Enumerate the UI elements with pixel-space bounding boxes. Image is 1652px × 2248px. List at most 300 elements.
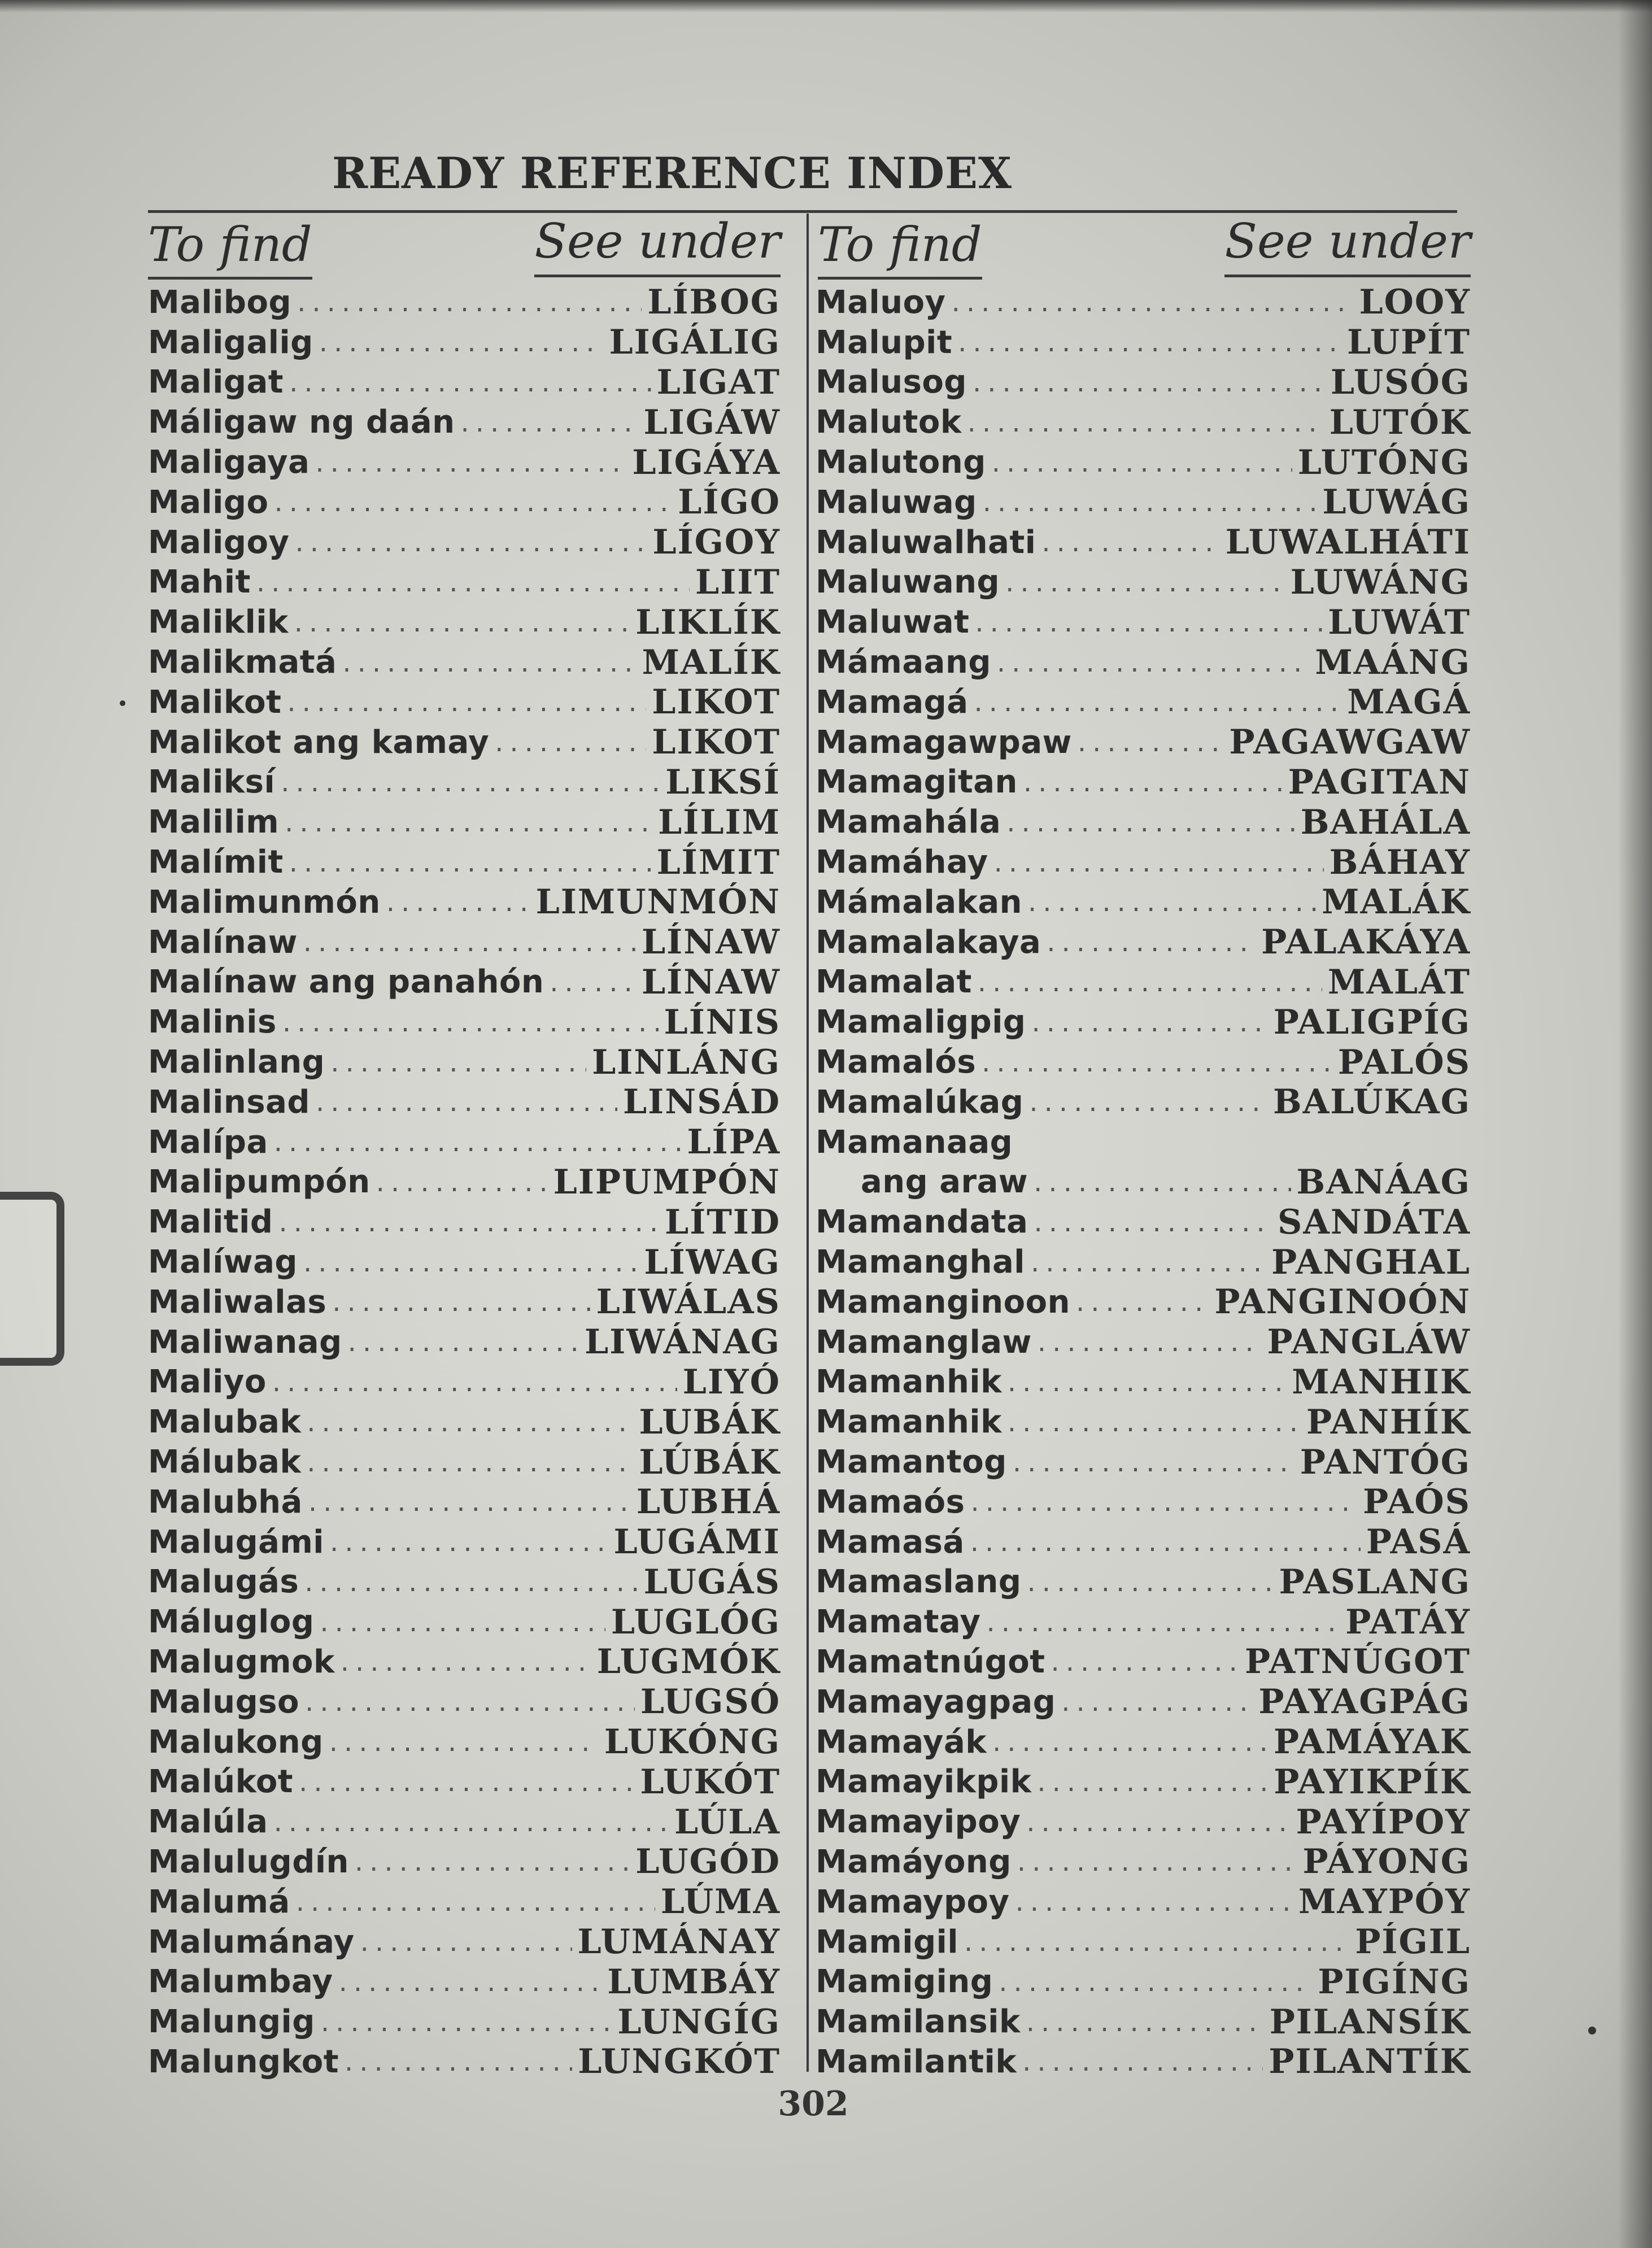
entry-word: Malukong [148,1723,324,1761]
index-entry [148,1122,781,1162]
index-entry [816,1682,1471,1722]
leader-dots [1026,2006,1264,2038]
leader-dots [1037,1766,1268,1798]
entry-reference: LOOY [1359,282,1471,323]
index-entry [816,642,1471,682]
page-title: READY REFERENCE INDEX [332,148,1012,198]
entry-word: Mamayipoy [816,1803,1021,1841]
entry-word: Maluwag [816,483,977,521]
index-column-right [816,214,1471,2082]
entry-reference: LUGÁS [643,1562,781,1602]
entry-reference: BAHÁLA [1300,802,1471,842]
entry-reference: PAGAWGAW [1229,722,1471,763]
entry-reference: PÍGIL [1355,1922,1471,1962]
entry-reference: LIGÁYA [632,442,781,482]
entry-word: Malikmatá [148,644,337,681]
entry-reference: MAÁNG [1315,642,1471,682]
index-entry [148,2002,781,2042]
leader-dots [329,1726,599,1758]
entry-reference: LÍBOG [647,282,781,323]
entry-reference: LIWÁLAS [596,1282,781,1322]
title-rule [148,210,1457,213]
entry-word: Malínaw [148,923,298,961]
entry-reference: PILANSÍK [1269,2002,1471,2042]
index-entry [816,1402,1471,1442]
index-entry [148,882,781,922]
index-entry [816,563,1471,603]
index-entry [816,482,1471,522]
leader-dots [1028,886,1316,918]
entry-word: Maligoy [148,524,290,561]
index-entry [816,842,1471,882]
entry-word: Malugámi [148,1523,324,1561]
entry-reference: MANHIK [1292,1362,1471,1402]
entry-word: Mamilantik [816,2043,1017,2080]
index-entry [148,1682,781,1722]
entry-word: Maligo [148,483,269,521]
leader-dots [376,1166,548,1198]
entry-word: Malibog [148,284,292,321]
leader-dots [316,1086,617,1118]
entry-reference: LUKÓT [640,1762,781,1802]
entry-reference: MAYPÓY [1298,1882,1471,1922]
index-entry [148,1442,781,1482]
entry-word: Mamilansik [816,2003,1021,2041]
leader-dots [952,286,1354,318]
entry-reference: LÍWAG [644,1242,781,1282]
index-entry [816,922,1471,962]
entry-word: Mamantog [816,1444,1007,1480]
entry-reference: LÍGOY [652,522,781,563]
index-entry [816,1442,1471,1482]
entry-word: Mamatnúgot [816,1643,1045,1680]
entry-word: Maliklik [148,604,289,641]
entry-word: Mamahála [816,804,1001,841]
entry-reference: PANTÓG [1300,1442,1471,1482]
entry-word: Malinis [148,1004,277,1041]
leader-dots [282,1007,659,1038]
entry-word: Malípa [148,1123,268,1161]
entry-word: Malungig [148,2003,315,2041]
leader-dots [964,1926,1349,1958]
leader-dots [1034,1166,1291,1198]
leader-dots [278,1206,659,1238]
index-entry [148,1522,781,1562]
index-entry [148,1922,781,1962]
entry-reference: LUNGKÓT [578,2042,781,2082]
entry-reference: BANÁAG [1296,1162,1471,1202]
entry-word: Mamanghal [816,1244,1025,1281]
entry-word: Mamagitan [816,764,1018,801]
leader-dots [297,286,642,318]
index-entry [148,2042,781,2082]
entry-reference: LUSÓG [1330,362,1471,402]
leader-dots [1034,1206,1272,1238]
index-entry [816,323,1471,363]
entry-reference: PAYIKPÍK [1274,1762,1471,1802]
page-number: 302 [778,2084,849,2124]
entry-reference: LÍGO [678,482,781,522]
leader-dots [967,407,1324,438]
entry-reference: LUKÓNG [604,1722,781,1762]
leader-dots [320,1606,605,1638]
index-entry [148,402,781,442]
entry-word: Mamáyong [816,1843,1012,1880]
leader-dots [958,326,1341,358]
index-entry [148,763,781,803]
entry-word: Malipumpón [148,1164,370,1201]
index-entry [816,1242,1471,1282]
leader-dots [295,526,647,558]
index-entry [148,1802,781,1842]
leader-dots [1029,1086,1267,1118]
index-entry [148,522,781,563]
entry-reference: BÁHAY [1329,842,1471,882]
leader-dots [1061,1686,1253,1718]
index-entry [148,1002,781,1042]
leader-dots [303,926,636,958]
index-entry [148,602,781,642]
leader-dots [1022,2046,1263,2077]
entry-reference: LUGÓD [635,1842,781,1882]
entry-reference: PAYÍPOY [1296,1802,1471,1842]
index-entry [816,682,1471,722]
index-entry [148,682,781,722]
index-entry [816,1042,1471,1082]
index-entry [148,1882,781,1922]
leader-dots [281,766,660,798]
leader-dots [305,1686,635,1718]
entry-word: Maliyo [148,1363,267,1401]
ink-speck [1588,2027,1596,2034]
leader-dots [1027,1566,1273,1598]
entry-word: Malumbay [148,1963,333,2001]
entry-word: Maluwang [816,564,1000,601]
entry-reference: LUMBÁY [607,1962,781,2002]
entry-word: Mamayagpag [816,1683,1056,1720]
entry-reference: LIWÁNAG [585,1322,781,1362]
entry-word: Malumánay [148,1923,355,1961]
leader-dots [321,2006,612,2038]
entry-reference: PILANTÍK [1269,2042,1471,2082]
entry-reference: PAMÁYAK [1274,1722,1471,1762]
index-entry [148,1202,781,1242]
index-entry [816,1082,1471,1122]
entry-word: Mamandata [816,1204,1028,1241]
header-to-find: To find [818,217,982,280]
entry-word: Mamiging [816,1963,993,2001]
entry-word: Malinlang [148,1044,325,1081]
entry-word: Malugás [148,1563,299,1601]
entry-reference: PAÓS [1363,1482,1471,1522]
entry-word: Mamayikpik [816,1763,1032,1801]
entry-reference: LIPUMPÓN [553,1162,781,1202]
entry-reference: MAGÁ [1347,682,1471,722]
index-entry [148,1842,781,1882]
entry-reference: LUMÁNAY [577,1922,781,1962]
entry-reference: LÍPA [687,1122,781,1162]
leader-dots [339,1966,602,1998]
entry-reference: LIKOT [652,722,781,763]
leader-dots [274,1806,669,1838]
leader-dots [1013,1447,1294,1478]
entry-word: Malungkot [148,2043,339,2080]
leader-dots [274,486,672,518]
index-entry [816,2042,1471,2082]
index-entry [816,1962,1471,2002]
entry-word: Maluoy [816,284,946,321]
index-entry [148,282,781,323]
leader-dots [308,1486,631,1518]
leader-dots [550,966,636,998]
index-entry [148,1242,781,1282]
entry-word: Mamalakaya [816,923,1041,961]
leader-dots [1051,1646,1240,1678]
leader-dots [975,607,1322,638]
leader-dots [272,1366,677,1398]
header-see-under: See under [534,214,781,277]
index-entry [148,922,781,962]
entry-word: Mahit [148,564,251,601]
index-entry [816,1762,1471,1802]
entry-word: Maluwalhati [816,524,1036,561]
entry-reference: LÍNIS [664,1002,781,1042]
entry-word: Málubak [148,1444,302,1480]
entry-reference: LIGÁW [643,402,781,442]
index-entry [148,1562,781,1602]
entry-word: Malutong [816,444,986,481]
entry-word: Malúla [148,1803,268,1841]
entry-list [148,282,781,2082]
entry-word: Maliwanag [148,1323,342,1361]
entry-reference: LUPÍT [1346,323,1471,363]
leader-dots [289,847,651,878]
leader-dots [1005,567,1285,598]
entry-reference: MALÁK [1322,882,1471,922]
entry-word: Malupit [816,324,953,361]
entry-reference: LUGLÓG [611,1602,781,1642]
entry-reference: LUWÁT [1328,602,1471,642]
index-entry [148,1282,781,1322]
entry-word: Malúkot [148,1763,294,1801]
entry-word: Máluglog [148,1604,315,1641]
leader-dots [1032,1007,1268,1038]
entry-reference: LIIT [695,562,781,602]
index-entry [148,1602,781,1642]
entry-word: Malímit [148,844,284,881]
page-tab-mark [0,1192,64,1366]
leader-dots [992,1726,1268,1758]
entry-reference: LIKOT [652,682,781,722]
index-entry [148,1762,781,1802]
index-entry [148,1962,781,2002]
leader-dots [332,1286,590,1318]
leader-dots [287,686,646,718]
entry-word: Malinsad [148,1083,310,1121]
index-entry [816,1842,1471,1882]
leader-dots [1076,1286,1209,1318]
entry-word: Malusog [816,364,967,401]
index-entry [148,842,781,882]
entry-word: Malutok [816,404,962,441]
entry-word: Mamanglaw [816,1323,1032,1361]
index-entry [816,1522,1471,1562]
leader-dots [983,486,1317,518]
entry-reference: LÍNAW [641,962,781,1002]
entry-reference: LUBHÁ [636,1482,781,1522]
index-entry [816,1642,1471,1682]
leader-dots [973,367,1325,398]
entry-reference: LÚLA [674,1802,781,1842]
entry-word: Mamanginoon [816,1283,1070,1321]
index-entry [148,1482,781,1522]
index-entry [816,1802,1471,1842]
leader-dots [315,447,626,478]
entry-word: Mamáhay [816,844,988,881]
entry-reference: LÍLIM [658,802,781,842]
index-entry [816,1562,1471,1602]
entry-reference: LUWALHÁTI [1225,522,1471,563]
entry-reference: LIKSÍ [665,762,781,802]
entry-word: Mamagá [816,683,969,721]
entry-word: Mámaang [816,644,991,681]
entry-reference: LUGÁMI [613,1522,781,1562]
entry-word: Mamalúkag [816,1083,1024,1121]
binding-shadow [1618,0,1652,2248]
index-entry [148,1362,781,1402]
leader-dots [307,1406,633,1438]
index-entry [148,962,781,1003]
entry-reference: LÍMIT [656,842,781,882]
index-entry [148,442,781,482]
index-entry [816,1002,1471,1042]
leader-dots [1023,766,1283,798]
entry-reference: PALIGPÍG [1273,1002,1471,1042]
index-entry [816,1322,1471,1362]
entry-word: Maluwat [816,604,970,641]
leader-dots [256,567,690,598]
index-entry [816,802,1471,842]
index-entry [148,1322,781,1362]
top-shadow [0,0,1652,12]
index-entry [816,1162,1471,1203]
entry-word: Mamanhik [816,1404,1002,1441]
index-entry [148,642,781,682]
entry-word: Mamatay [816,1604,981,1641]
ink-speck [120,700,125,706]
entry-reference: LÍNAW [641,922,781,962]
index-entry [816,763,1471,803]
entry-reference: BALÚKAG [1272,1082,1471,1122]
leader-dots [285,807,652,838]
leader-dots [348,1326,579,1358]
entry-word: Mamayák [816,1723,987,1761]
leader-dots [274,1126,682,1158]
index-entry [816,1602,1471,1642]
entry-word: Maliwalas [148,1283,327,1321]
index-entry [816,282,1471,323]
entry-word: Malugso [148,1683,299,1720]
leader-dots [1031,1247,1266,1278]
entry-word: Malubak [148,1404,302,1441]
leader-dots [386,886,530,918]
leader-dots [999,1966,1312,1998]
entry-reference: PANHÍK [1306,1402,1471,1442]
leader-dots [982,1047,1332,1078]
entry-reference: PAYAGPÁG [1258,1682,1471,1722]
entry-reference: PANGLÁW [1267,1322,1471,1362]
entry-reference: LÚMA [660,1882,781,1922]
index-entry [148,802,781,842]
index-entry [816,1282,1471,1322]
entry-list [816,282,1471,2082]
index-entry [816,1882,1471,1922]
index-entry [816,363,1471,403]
leader-dots [1041,526,1219,558]
leader-dots [299,1766,634,1798]
entry-word: Mamaslang [816,1563,1022,1601]
leader-dots [992,447,1292,478]
column-header [148,214,781,281]
entry-reference: PAGITAN [1288,762,1471,802]
leader-dots [319,326,604,358]
leader-dots [1078,726,1223,758]
entry-word: Mamaós [816,1483,965,1521]
entry-reference: SANDÁTA [1278,1202,1471,1242]
entry-reference: LÚBÁK [639,1442,781,1482]
entry-reference: MALÍK [642,642,781,682]
entry-word: Mamanaag [816,1123,1013,1161]
entry-word: Mámalakan [816,883,1023,921]
entry-reference: LINSÁD [622,1082,781,1122]
index-entry [816,402,1471,442]
entry-reference: PANGINOÓN [1214,1282,1471,1322]
entry-reference: PANGHAL [1271,1242,1471,1282]
index-entry [148,323,781,363]
index-entry [816,1362,1471,1402]
entry-reference: LIMUNMÓN [535,882,781,922]
leader-dots [345,2046,572,2077]
leader-dots [1008,1366,1286,1398]
index-column-left [148,214,781,2082]
entry-word: Malikot ang kamay [148,724,490,761]
entry-word: Malitid [148,1204,273,1241]
leader-dots [970,1526,1361,1558]
entry-reference: LUGSÓ [640,1682,781,1722]
index-entry [816,602,1471,642]
index-entry [816,1922,1471,1962]
entry-reference: LUBÁK [639,1402,781,1442]
entry-word: Malilim [148,804,280,841]
entry-reference: PATNÚGOT [1245,1642,1471,1682]
leader-dots [978,966,1322,998]
index-entry [816,1482,1471,1522]
index-entry [816,442,1471,482]
entry-reference: LUTÓK [1329,402,1471,442]
header-to-find: To find [148,217,312,280]
entry-word: Malulugdín [148,1843,349,1880]
entry-word: Máligaw ng daán [148,404,455,441]
leader-dots [355,1846,630,1877]
entry-word: Mamaypoy [816,1883,1010,1920]
entry-reference: PATÁY [1345,1602,1471,1642]
entry-word: ang araw [861,1164,1028,1201]
index-entry [816,722,1471,763]
index-entry [816,2002,1471,2042]
index-entry [816,1202,1471,1242]
index-entry [148,1162,781,1203]
header-see-under: See under [1224,214,1471,277]
